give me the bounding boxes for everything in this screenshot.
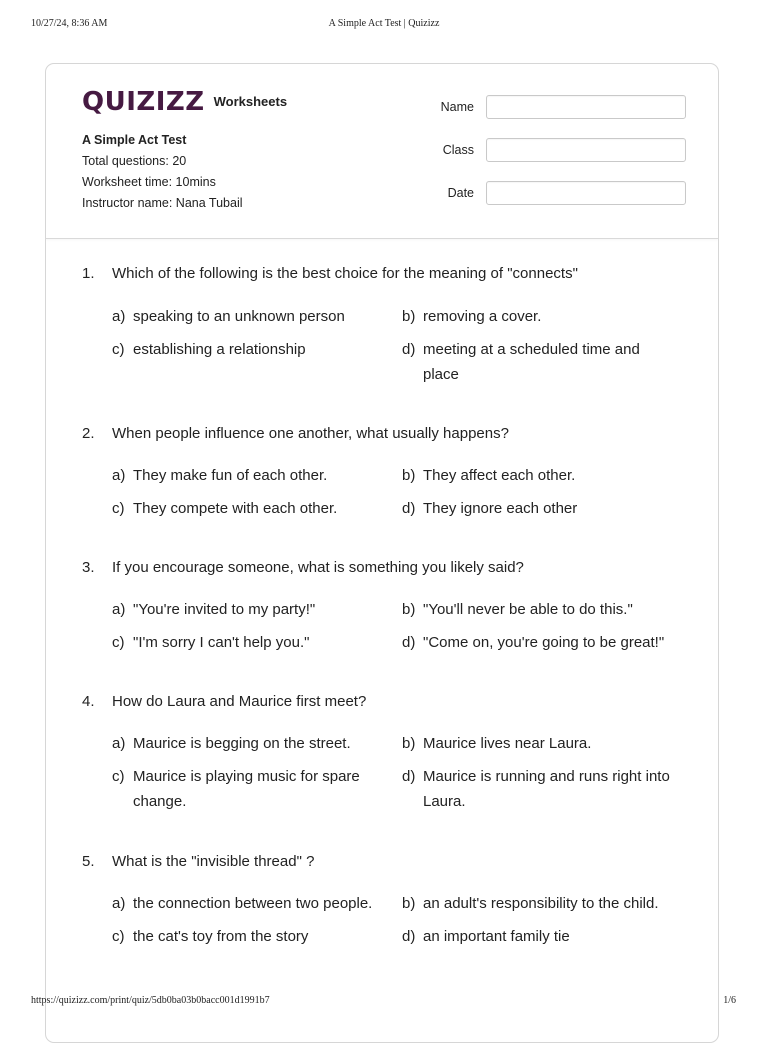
quizizz-logo: QUIZIZZ [82, 87, 205, 117]
option-text: "You're invited to my party!" [133, 601, 316, 618]
date-field[interactable] [486, 181, 686, 205]
option-letter: a) [112, 467, 126, 484]
name-field-row [430, 95, 686, 121]
question-text: Which of the following is the best choice for the meaning of "connects" [112, 265, 578, 282]
option-letter: b) [402, 467, 416, 484]
question-text: When people influence one another, what usually happens? [112, 425, 509, 442]
print-datetime: 10/27/24, 8:36 AM [31, 18, 108, 29]
option-text: removing a cover. [423, 308, 542, 325]
name-label: Name [440, 100, 474, 114]
date-field-row [430, 181, 686, 207]
option-text: Maurice lives near Laura. [423, 735, 592, 752]
option-letter: b) [402, 308, 416, 325]
total-questions: Total questions: 20 [82, 154, 187, 168]
print-url: https://quizizz.com/print/quiz/5db0ba03b0bacc001d1991b7 [31, 995, 270, 1006]
option-letter: c) [112, 634, 125, 651]
option-text: meeting at a scheduled time and place [423, 341, 640, 383]
option-letter: b) [402, 601, 416, 618]
class-label: Class [442, 143, 474, 157]
option-letter: c) [112, 768, 125, 785]
question-number: 1. [82, 265, 95, 282]
option-letter: c) [112, 500, 125, 517]
option-letter: c) [112, 341, 125, 358]
option-letter: d) [402, 928, 416, 945]
question-number: 4. [82, 693, 95, 710]
option-letter: c) [112, 928, 125, 945]
question-number: 3. [82, 559, 95, 576]
option-letter: a) [112, 308, 126, 325]
option-letter: d) [402, 500, 416, 517]
option-text: Maurice is playing music for spare change. [133, 768, 360, 810]
option-text: an adult's responsibility to the child. [423, 895, 659, 912]
option-text: "Come on, you're going to be great!" [423, 634, 665, 651]
option-text: They affect each other. [423, 467, 576, 484]
worksheet-time: Worksheet time: 10mins [82, 175, 216, 189]
option-letter: a) [112, 735, 126, 752]
option-text: They compete with each other. [133, 500, 338, 517]
question-number: 2. [82, 425, 95, 442]
product-name: Worksheets [213, 94, 288, 109]
option-text: "I'm sorry I can't help you." [133, 634, 310, 651]
option-letter: b) [402, 895, 416, 912]
option-letter: d) [402, 341, 416, 358]
option-letter: a) [112, 601, 126, 618]
option-text: the connection between two people. [133, 895, 373, 912]
option-text: They make fun of each other. [133, 467, 328, 484]
print-page-number: 1/6 [723, 995, 736, 1006]
name-field[interactable] [486, 95, 686, 119]
option-text: "You'll never be able to do this." [423, 601, 633, 618]
question-number: 5. [82, 853, 95, 870]
date-label: Date [447, 186, 474, 200]
question-text: What is the "invisible thread" ? [112, 853, 315, 870]
question-text: If you encourage someone, what is something you likely said? [112, 559, 524, 576]
instructor-name: Instructor name: Nana Tubail [82, 196, 243, 210]
worksheet-meta [82, 130, 243, 214]
print-page-title: A Simple Act Test | Quizizz [328, 18, 440, 29]
option-letter: d) [402, 634, 416, 651]
worksheet-card [45, 63, 719, 1043]
worksheet-title: A Simple Act Test [82, 133, 187, 147]
question-text: How do Laura and Maurice first meet? [112, 693, 367, 710]
option-text: They ignore each other [423, 500, 578, 517]
class-field[interactable] [486, 138, 686, 162]
option-letter: a) [112, 895, 126, 912]
option-letter: d) [402, 768, 416, 785]
option-text: the cat's toy from the story [133, 928, 309, 945]
class-field-row [430, 138, 686, 164]
option-text: Maurice is running and runs right into Laura. [423, 768, 670, 810]
option-text: an important family tie [423, 928, 570, 945]
worksheet-header [46, 64, 718, 239]
option-text: speaking to an unknown person [133, 308, 345, 325]
option-text: Maurice is begging on the street. [133, 735, 351, 752]
brand [82, 87, 287, 117]
option-text: establishing a relationship [133, 341, 306, 358]
option-letter: b) [402, 735, 416, 752]
